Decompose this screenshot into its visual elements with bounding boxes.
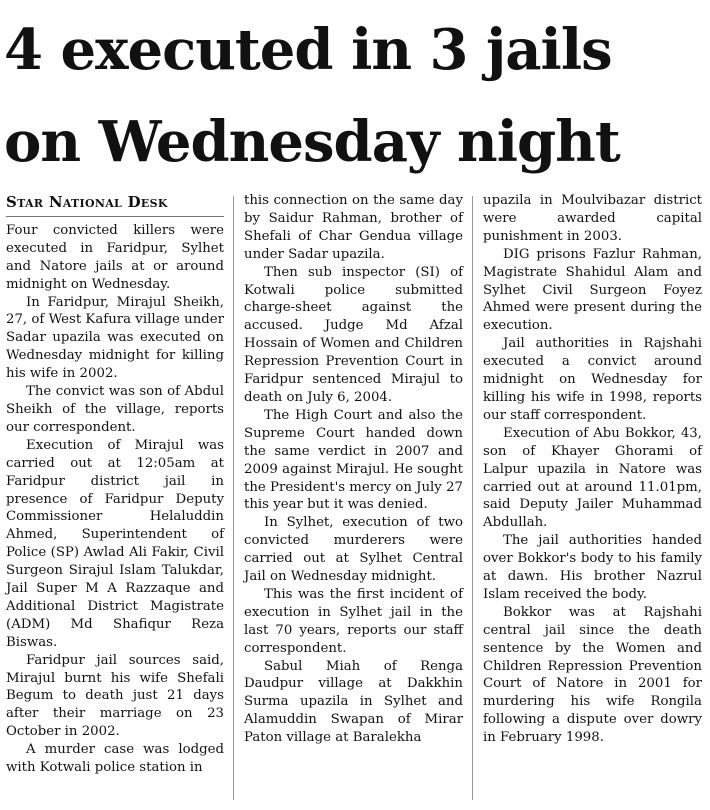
headline	[4, 4, 706, 188]
article-column-1	[6, 192, 224, 777]
paragraph: Jail authorities in Rajshahi executed a convict around midnight on Wednesday for killing his wife in 1998, reports our staff correspondent.	[483, 336, 702, 423]
paragraph: In Sylhet, execution of two convicted murderers were carried out at Sylhet Central Jail on Wednesday midnight.	[244, 515, 463, 585]
paragraph: upazila in Moulvibazar district were awarded capital punishment in 2003.	[483, 193, 702, 244]
byline-text: Star National Desk	[6, 193, 168, 211]
headline-line-2: on Wednesday night	[4, 109, 620, 175]
paragraph: This was the first incident of execution in Sylhet jail in the last 70 years, reports our staff correspondent.	[244, 586, 463, 656]
paragraph: In Faridpur, Mirajul Sheikh, 27, of West Kafura village under Sadar upazila was executed on Wednesday midnight for killing his wife in 2002.	[6, 294, 224, 382]
paragraph: Execution of Abu Bokkor, 43, son of Khayer Ghorami of Lalpur upazila in Natore was carried out at around 11.01pm, said Deputy Jailer Muhammad Abdullah.	[483, 425, 702, 531]
paragraph: The convict was son of Abdul Sheikh of the village, reports our correspondent.	[6, 384, 224, 435]
column-divider	[472, 196, 473, 800]
paragraph: Sabul Miah of Renga Daudpur village at Dakkhin Surma upazila in Sylhet and Alamuddin Swapan of Mirar Paton village at Baralekha	[244, 658, 463, 746]
paragraph: A murder case was lodged with Kotwali police station in	[6, 742, 224, 776]
article-column-2	[244, 192, 463, 747]
paragraph: DIG prisons Fazlur Rahman, Magistrate Shahidul Alam and Sylhet Civil Surgeon Foyez Ahmed were present during the execution.	[483, 246, 702, 334]
paragraph: Execution of Mirajul was carried out at 12:05am at Faridpur district jail in presence of Faridpur Deputy Commissioner Helaluddin Ahmed, Superintendent of Police (SP) Awlad Ali Fakir, Civil Surgeon Sirajul Islam Talukdar, Jail Super M A Razzaque and Additional District Magistrate (ADM) Md Shafiqur Reza Biswas.	[6, 437, 224, 650]
paragraph: Then sub inspector (SI) of Kotwali police submitted charge-sheet against the accused. Judge Md Afzal Hossain of Women and Children Repression Prevention Court in Faridpur sentenced Mirajul to death on July 6, 2004.	[244, 264, 463, 405]
paragraph: The High Court and also the Supreme Court handed down the same verdict in 2007 and 2009 against Mirajul. He sought the President's mercy on July 27 this year but it was denied.	[244, 407, 463, 513]
paragraph: Bokkor was at Rajshahi central jail since the death sentence by the Women and Children Repression Prevention Court of Natore in 2001 for murdering his wife Rongila following a dispute over dowry in February 1998.	[483, 604, 702, 746]
byline	[6, 194, 224, 217]
headline-line-1: 4 executed in 3 jails	[4, 17, 612, 83]
article-column-3	[483, 192, 702, 747]
paragraph: Four convicted killers were executed in Faridpur, Sylhet and Natore jails at or around midnight on Wednesday.	[6, 222, 224, 292]
paragraph: this connection on the same day by Saidur Rahman, brother of Shefali of Char Gendua village under Sadar upazila.	[244, 193, 463, 262]
paragraph: Faridpur jail sources said, Mirajul burnt his wife Shefali Begum to death just 21 days after their marriage on 23 October in 2002.	[6, 652, 224, 740]
column-divider	[233, 196, 234, 800]
paragraph: The jail authorities handed over Bokkor's body to his family at dawn. His brother Nazrul Islam received the body.	[483, 533, 702, 602]
